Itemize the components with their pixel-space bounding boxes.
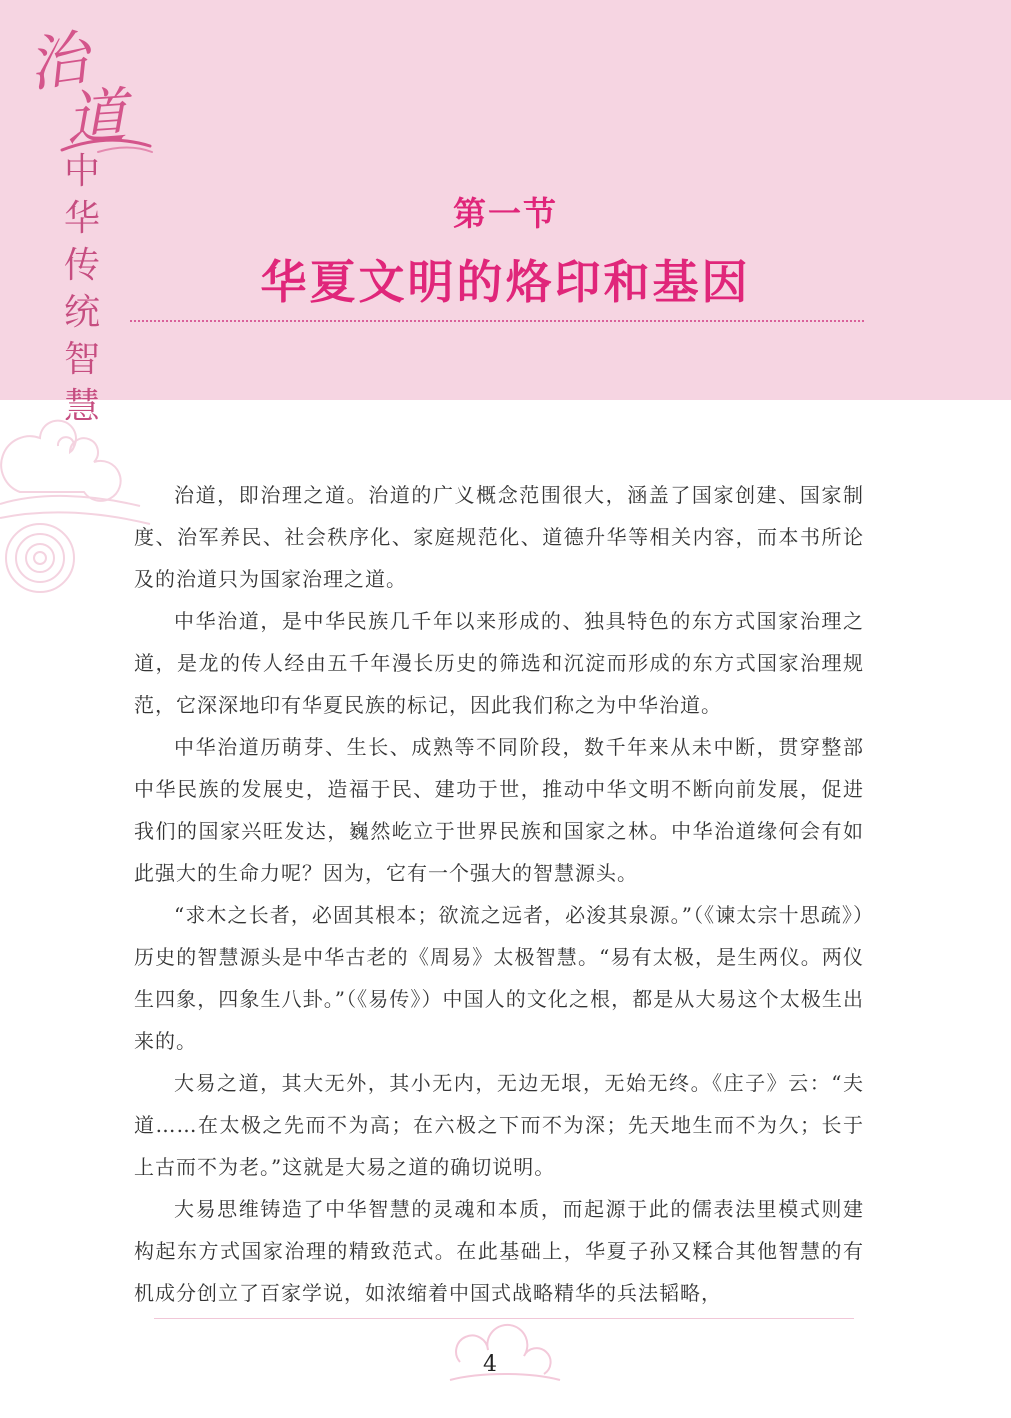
chapter-title: 华夏文明的烙印和基因 (260, 255, 751, 309)
logo-subtitle-char: 传 (63, 245, 100, 286)
paragraph: “求木之长者，必固其根本；欲流之远者，必浚其泉源。”（《谏太宗十思疏》）历史的智慧源头是中华古老的《周易》太极智慧。“易有太极，是生两仪。两仪生四象，四象生八卦。”（《易传》）中国人的文化之根，都是从大易这个太极生出来的。 (134, 903, 864, 1053)
logo-subtitle-char: 中 (63, 151, 100, 192)
paragraph: 大易之道，其大无外，其小无内，无边无垠，无始无终。《庄子》云：“夫道……在太极之先而不为高；在六极之下而不为深；先天地生而不为久；长于上古而不为老。”这就是大易之道的确切说明。 (134, 1071, 864, 1179)
logo-subtitle-char: 慧 (63, 386, 100, 427)
paragraph: 中华治道历萌芽、生长、成熟等不同阶段，数千年来从未中断，贯穿整部中华民族的发展史，造福于民、建功于世，推动中华文明不断向前发展，促进我们的国家兴旺发达，巍然屹立于世界民族和国家之林。中华治道缘何会有如此强大的生命力呢？因为，它有一个强大的智慧源头。 (134, 735, 864, 885)
paragraph: 中华治道，是中华民族几千年以来形成的、独具特色的东方式国家治理之道，是龙的传人经由五千年漫长历史的筛选和沉淀而形成的东方式国家治理规范，它深深地印有华夏民族的标记，因此我们称之为中华治道。 (134, 609, 864, 717)
logo-char-zhi: 治 (23, 23, 93, 101)
body-text (134, 474, 864, 1314)
paragraph: 治道，即治理之道。治道的广义概念范围很大，涵盖了国家创建、国家制度、治军养民、社会秩序化、家庭规范化、道德升华等相关内容，而本书所论及的治道只为国家治理之道。 (134, 483, 864, 591)
footer-divider (154, 1318, 854, 1319)
logo-subtitle-char: 华 (63, 198, 100, 239)
logo-subtitle-char: 智 (63, 339, 100, 380)
section-label: 第一节 (453, 194, 558, 233)
title-divider (130, 320, 864, 322)
logo-char-dao: 道 (63, 80, 129, 156)
page-number: 4 (483, 1352, 497, 1377)
paragraph: 大易思维铸造了中华智慧的灵魂和本质，而起源于此的儒表法里模式则建构起东方式国家治理的精致范式。在此基础上，华夏子孙又糅合其他智慧的有机成分创立了百家学说，如浓缩着中国式战略精华的兵法韬略， (134, 1197, 864, 1305)
logo-subtitle-char: 统 (63, 292, 100, 333)
